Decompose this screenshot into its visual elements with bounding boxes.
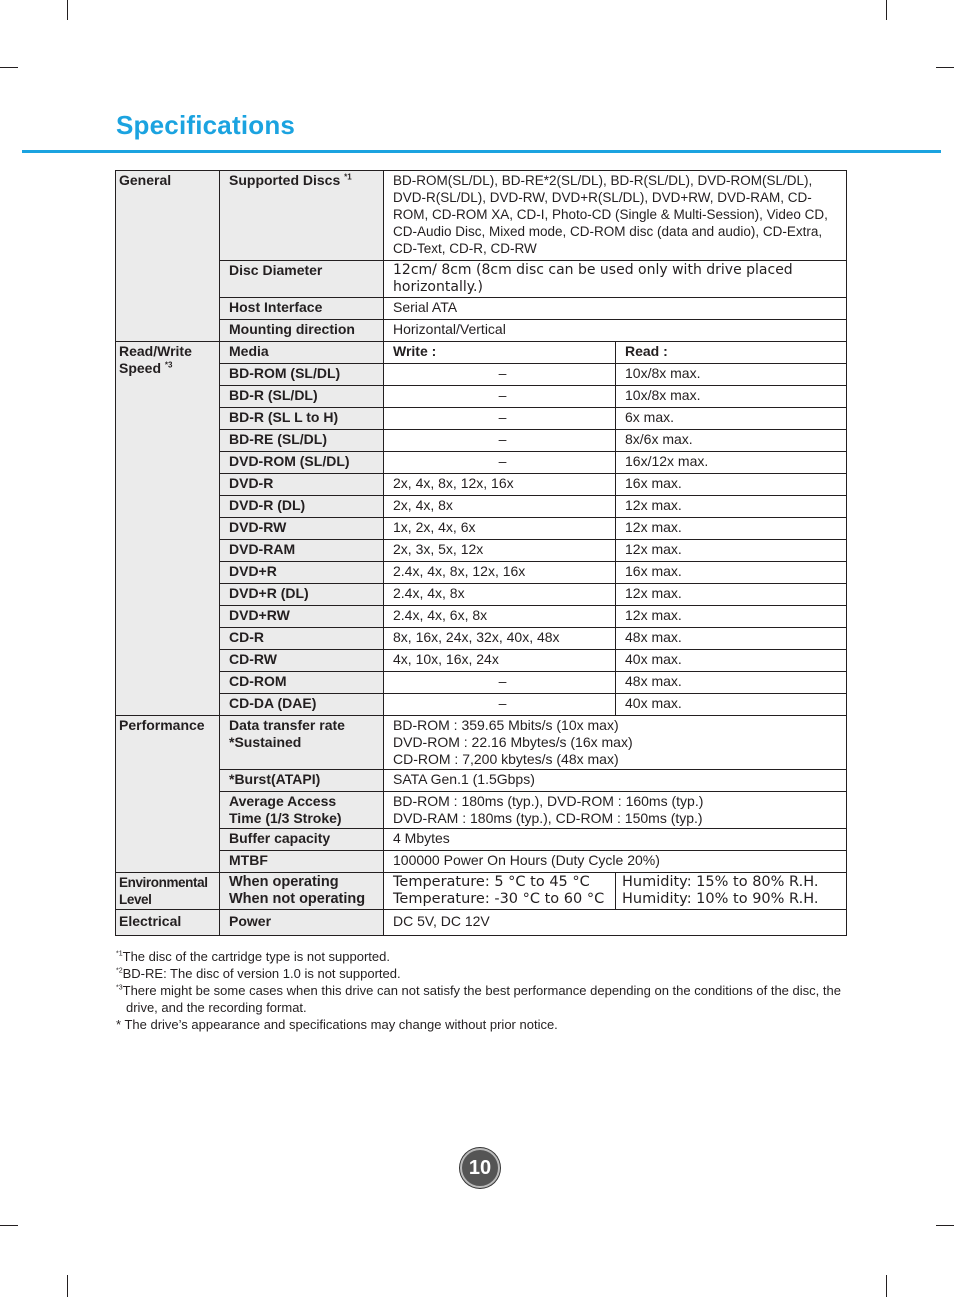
speed-media: DVD-RW [220, 518, 384, 540]
speed-media: CD-DA (DAE) [220, 694, 384, 716]
crop-mark [0, 1225, 18, 1226]
speed-media: DVD+R [220, 562, 384, 584]
speed-media: BD-R (SL L to H) [220, 408, 384, 430]
speed-write: – [384, 386, 616, 408]
speed-read: 16x/12x max. [616, 452, 847, 474]
speed-write: 8x, 16x, 24x, 32x, 40x, 48x [384, 628, 616, 650]
speed-media: DVD-RAM [220, 540, 384, 562]
speed-write: – [384, 672, 616, 694]
speed-write: – [384, 452, 616, 474]
speed-row [116, 606, 847, 628]
speed-row [116, 540, 847, 562]
supported-discs-label: Supported Discs $^{*1}$ [220, 171, 384, 261]
speed-media: CD-RW [220, 650, 384, 672]
buffer-value: 4 Mbytes [384, 829, 847, 851]
power-value: DC 5V, DC 12V [384, 910, 847, 936]
speed-read: 10x/8x max. [616, 386, 847, 408]
mtbf-value: 100000 Power On Hours (Duty Cycle 20%) [384, 851, 847, 873]
speed-write: – [384, 694, 616, 716]
speed-write: 1x, 2x, 4x, 6x [384, 518, 616, 540]
speed-read: 12x max. [616, 606, 847, 628]
speed-write: – [384, 364, 616, 386]
supported-discs-value: BD-ROM(SL/DL), BD-RE*2(SL/DL), BD-R(SL/DL), DVD-ROM(SL/DL), DVD-R(SL/DL), DVD-RW, DVD+R(SL/DL), DVD+RW, DVD-RAM, CD-ROM, CD-ROM XA, CD-I, Photo-CD (Single & Multi-Session), Video CD, CD-Audio Disc, Mixed mode, CD-ROM disc (data and audio), CD-Extra, CD-Text, CD-R, CD-RW [384, 171, 847, 261]
speed-write: 2.4x, 4x, 8x, 12x, 16x [384, 562, 616, 584]
speed-write: – [384, 408, 616, 430]
speed-row [116, 518, 847, 540]
speed-row [116, 430, 847, 452]
category-electrical: Electrical [116, 910, 220, 936]
speed-write: 4x, 10x, 16x, 24x [384, 650, 616, 672]
speed-read: 48x max. [616, 628, 847, 650]
media-label: Media [220, 342, 384, 364]
category-general: General [116, 171, 220, 342]
speed-read: 40x max. [616, 650, 847, 672]
crop-mark [67, 0, 68, 20]
footnotes [116, 948, 846, 1033]
speed-row [116, 496, 847, 518]
speed-write: 2x, 4x, 8x, 12x, 16x [384, 474, 616, 496]
read-label: Read : [616, 342, 847, 364]
disc-diameter-value: 12cm/ 8cm (8cm disc can be used only with drive placed horizontally.) [384, 261, 847, 298]
speed-read: 12x max. [616, 584, 847, 606]
transfer-rate-label: Data transfer rate *Sustained [220, 716, 384, 770]
speed-media: DVD-R (DL) [220, 496, 384, 518]
access-time-label: Average Access Time (1/3 Stroke) [220, 792, 384, 829]
speed-read: 40x max. [616, 694, 847, 716]
footnote-1: $^{*1}$The disc of the cartridge type is not supported. [116, 949, 390, 964]
mounting-label: Mounting direction [220, 320, 384, 342]
temperature-values: Temperature: 5 °C to 45 °C Temperature: -30 °C to 60 °C [384, 873, 616, 910]
speed-write: – [384, 430, 616, 452]
speed-row [116, 474, 847, 496]
transfer-rate-value: BD-ROM : 359.65 Mbits/s (10x max) DVD-ROM : 22.16 Mbytes/s (16x max) CD-ROM : 7,200 kbytes/s (48x max) [384, 716, 847, 770]
burst-value: SATA Gen.1 (1.5Gbps) [384, 770, 847, 792]
burst-label: *Burst(ATAPI) [220, 770, 384, 792]
title-rule [22, 150, 941, 153]
power-label: Power [220, 910, 384, 936]
speed-write: 2x, 3x, 5x, 12x [384, 540, 616, 562]
speed-row [116, 672, 847, 694]
crop-mark [936, 67, 954, 68]
speed-read: 8x/6x max. [616, 430, 847, 452]
buffer-label: Buffer capacity [220, 829, 384, 851]
crop-mark [67, 1275, 68, 1297]
speed-media: DVD-R [220, 474, 384, 496]
category-environmental: Environmental Level [116, 873, 220, 910]
speed-read: 10x/8x max. [616, 364, 847, 386]
speed-media: CD-R [220, 628, 384, 650]
speed-read: 16x max. [616, 474, 847, 496]
write-label: Write : [384, 342, 616, 364]
crop-mark [936, 1225, 954, 1226]
footnote-3: $^{*3}$There might be some cases when this drive can not satisfy the best performance depending on the conditions of the disc, the drive, and the recording format. [116, 983, 841, 1015]
speed-media: BD-ROM (SL/DL) [220, 364, 384, 386]
category-speed: Read/Write Speed $^{*3}$ [116, 342, 220, 716]
page-number: 10 [460, 1148, 500, 1188]
speed-write: 2.4x, 4x, 6x, 8x [384, 606, 616, 628]
speed-row [116, 364, 847, 386]
disc-diameter-label: Disc Diameter [220, 261, 384, 298]
speed-media: BD-RE (SL/DL) [220, 430, 384, 452]
speed-read: 48x max. [616, 672, 847, 694]
speed-row [116, 452, 847, 474]
host-interface-label: Host Interface [220, 298, 384, 320]
humidity-values: Humidity: 15% to 80% R.H. Humidity: 10% to 90% R.H. [616, 873, 847, 910]
crop-mark [886, 0, 887, 20]
speed-media: DVD+RW [220, 606, 384, 628]
footnote-4: * The drive’s appearance and specifications may change without prior notice. [116, 1017, 558, 1032]
speed-row [116, 562, 847, 584]
speed-media: CD-ROM [220, 672, 384, 694]
speed-row [116, 694, 847, 716]
mounting-value: Horizontal/Vertical [384, 320, 847, 342]
mtbf-label: MTBF [220, 851, 384, 873]
crop-mark [0, 67, 18, 68]
host-interface-value: Serial ATA [384, 298, 847, 320]
speed-read: 12x max. [616, 518, 847, 540]
speed-read: 6x max. [616, 408, 847, 430]
speed-write: 2x, 4x, 8x [384, 496, 616, 518]
speed-media: DVD+R (DL) [220, 584, 384, 606]
access-time-value: BD-ROM : 180ms (typ.), DVD-ROM : 160ms (typ.) DVD-RAM : 180ms (typ.), CD-ROM : 150ms (typ.) [384, 792, 847, 829]
speed-read: 16x max. [616, 562, 847, 584]
speed-row [116, 584, 847, 606]
spec-table [115, 170, 847, 936]
speed-media: DVD-ROM (SL/DL) [220, 452, 384, 474]
speed-write: 2.4x, 4x, 8x [384, 584, 616, 606]
speed-read: 12x max. [616, 496, 847, 518]
footnote-2: $^{*2}$BD-RE: The disc of version 1.0 is not supported. [116, 966, 401, 981]
speed-row [116, 386, 847, 408]
speed-row [116, 628, 847, 650]
operating-labels: When operating When not operating [220, 873, 384, 910]
speed-row [116, 650, 847, 672]
crop-mark [886, 1275, 887, 1297]
category-performance: Performance [116, 716, 220, 873]
speed-media: BD-R (SL/DL) [220, 386, 384, 408]
speed-read: 12x max. [616, 540, 847, 562]
speed-row [116, 408, 847, 430]
page-title: Specifications [116, 110, 296, 140]
